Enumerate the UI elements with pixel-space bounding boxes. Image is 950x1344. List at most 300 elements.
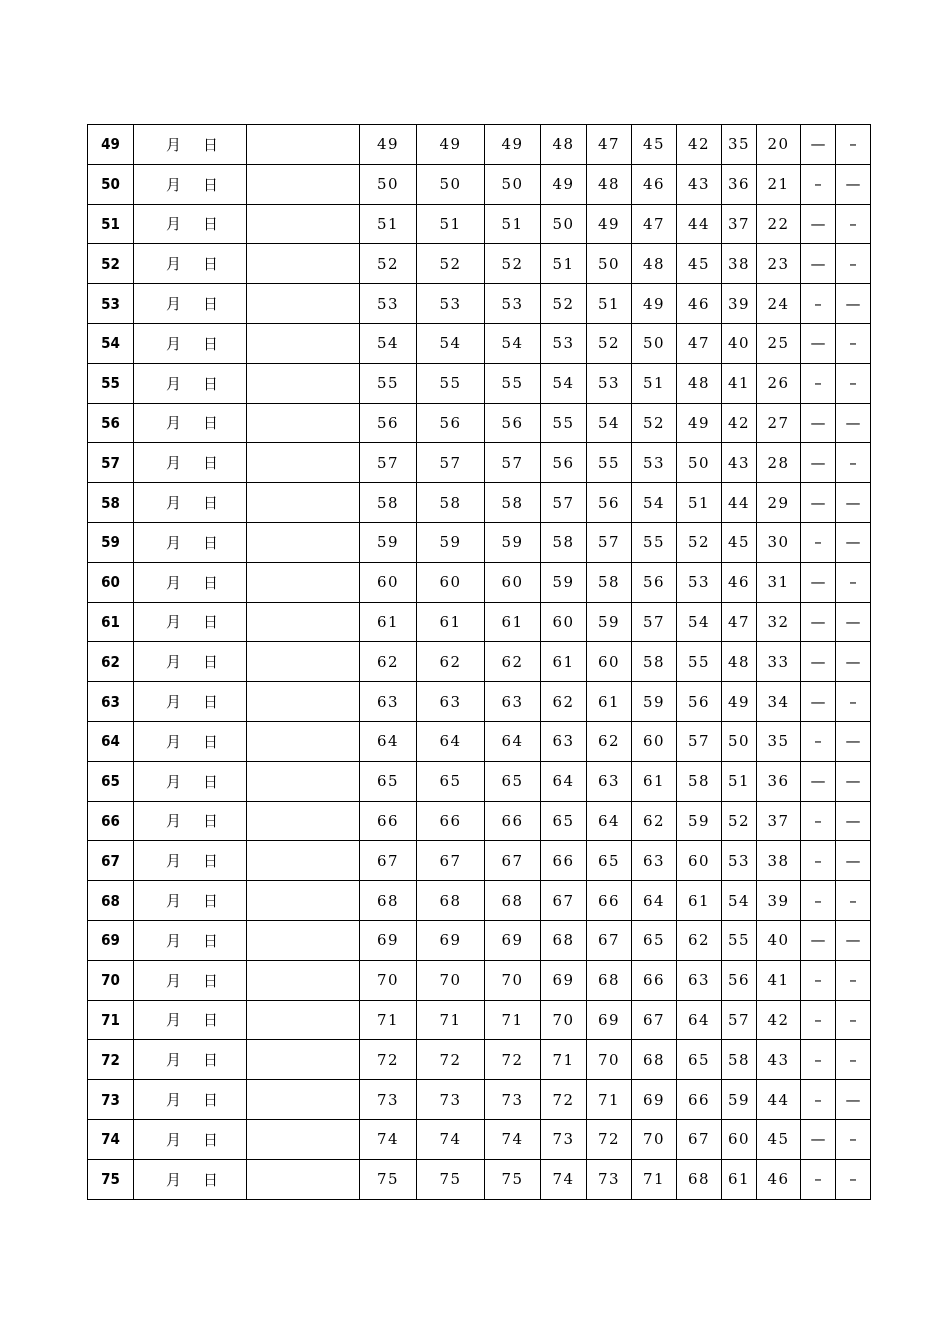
dash-cell: – (801, 164, 836, 204)
value-cell: 51 (417, 204, 485, 244)
table-row (88, 721, 871, 761)
date-cell (134, 204, 247, 244)
value-cell: 35 (722, 125, 757, 165)
value-cell: 39 (757, 881, 801, 921)
dash-cell: — (801, 443, 836, 483)
dash-cell: — (836, 721, 871, 761)
month-label: 月 (166, 772, 182, 791)
month-label: 月 (166, 1011, 182, 1030)
value-cell: 54 (417, 323, 485, 363)
value-cell: 67 (360, 841, 417, 881)
value-cell: 58 (677, 761, 722, 801)
value-cell: 42 (757, 1000, 801, 1040)
value-cell: 49 (541, 164, 587, 204)
month-label: 月 (166, 414, 182, 433)
value-cell: 58 (722, 1040, 757, 1080)
value-cell: 67 (485, 841, 541, 881)
date-cell (134, 403, 247, 443)
value-cell: 36 (722, 164, 757, 204)
value-cell: 54 (722, 881, 757, 921)
value-cell: 51 (722, 761, 757, 801)
value-cell: 58 (485, 483, 541, 523)
value-cell: 49 (587, 204, 632, 244)
date-cell (134, 1040, 247, 1080)
row-number-cell: 52 (88, 244, 134, 284)
blank-cell (247, 443, 360, 483)
value-cell: 50 (417, 164, 485, 204)
month-label: 月 (166, 1170, 182, 1189)
date-cell (134, 682, 247, 722)
value-cell: 53 (485, 284, 541, 324)
value-cell: 32 (757, 602, 801, 642)
month-label: 月 (166, 613, 182, 632)
value-cell: 40 (757, 920, 801, 960)
month-label: 月 (166, 334, 182, 353)
value-cell: 59 (677, 801, 722, 841)
date-cell (134, 721, 247, 761)
month-label: 月 (166, 374, 182, 393)
dash-cell: – (836, 125, 871, 165)
blank-cell (247, 1119, 360, 1159)
value-cell: 69 (541, 960, 587, 1000)
day-label: 日 (202, 215, 218, 234)
value-cell: 59 (360, 522, 417, 562)
date-cell (134, 801, 247, 841)
value-cell: 46 (632, 164, 677, 204)
month-label: 月 (166, 175, 182, 194)
value-cell: 43 (757, 1040, 801, 1080)
date-cell (134, 164, 247, 204)
value-cell: 70 (360, 960, 417, 1000)
value-cell: 43 (677, 164, 722, 204)
value-cell: 71 (632, 1159, 677, 1199)
value-cell: 47 (587, 125, 632, 165)
value-cell: 53 (541, 323, 587, 363)
value-cell: 74 (417, 1119, 485, 1159)
dash-cell: — (836, 761, 871, 801)
dash-cell: — (801, 642, 836, 682)
value-cell: 61 (677, 881, 722, 921)
table-row (88, 483, 871, 523)
value-cell: 28 (757, 443, 801, 483)
dash-cell: – (836, 960, 871, 1000)
value-cell: 52 (417, 244, 485, 284)
value-cell: 42 (722, 403, 757, 443)
value-cell: 60 (541, 602, 587, 642)
table-row (88, 284, 871, 324)
value-cell: 63 (632, 841, 677, 881)
month-label: 月 (166, 573, 182, 592)
day-label: 日 (202, 295, 218, 314)
dash-cell: — (836, 403, 871, 443)
value-cell: 35 (757, 721, 801, 761)
value-cell: 73 (541, 1119, 587, 1159)
value-cell: 69 (632, 1080, 677, 1120)
value-cell: 50 (360, 164, 417, 204)
row-number-cell: 55 (88, 363, 134, 403)
month-label: 月 (166, 494, 182, 513)
value-cell: 51 (632, 363, 677, 403)
value-cell: 59 (485, 522, 541, 562)
dash-cell: — (836, 841, 871, 881)
table-row (88, 761, 871, 801)
value-cell: 59 (587, 602, 632, 642)
day-label: 日 (202, 852, 218, 871)
value-cell: 74 (485, 1119, 541, 1159)
value-cell: 51 (677, 483, 722, 523)
dash-cell: – (836, 443, 871, 483)
blank-cell (247, 801, 360, 841)
value-cell: 71 (587, 1080, 632, 1120)
value-cell: 68 (360, 881, 417, 921)
day-label: 日 (202, 1130, 218, 1149)
dash-cell: — (801, 323, 836, 363)
table-row (88, 1040, 871, 1080)
blank-cell (247, 721, 360, 761)
month-label: 月 (166, 454, 182, 473)
value-cell: 45 (757, 1119, 801, 1159)
value-cell: 66 (632, 960, 677, 1000)
value-cell: 60 (677, 841, 722, 881)
date-cell (134, 642, 247, 682)
month-label: 月 (166, 653, 182, 672)
dash-cell: – (801, 881, 836, 921)
value-cell: 60 (587, 642, 632, 682)
value-cell: 51 (485, 204, 541, 244)
month-label: 月 (166, 693, 182, 712)
value-cell: 53 (360, 284, 417, 324)
date-cell (134, 1000, 247, 1040)
value-cell: 30 (757, 522, 801, 562)
value-cell: 62 (417, 642, 485, 682)
value-cell: 74 (541, 1159, 587, 1199)
day-label: 日 (202, 812, 218, 831)
value-cell: 59 (417, 522, 485, 562)
date-cell (134, 761, 247, 801)
value-cell: 49 (632, 284, 677, 324)
value-cell: 58 (417, 483, 485, 523)
month-label: 月 (166, 852, 182, 871)
day-label: 日 (202, 135, 218, 154)
dash-cell: – (801, 1159, 836, 1199)
value-cell: 58 (541, 522, 587, 562)
value-cell: 72 (485, 1040, 541, 1080)
blank-cell (247, 920, 360, 960)
month-label: 月 (166, 892, 182, 911)
row-number-cell: 61 (88, 602, 134, 642)
value-cell: 49 (722, 682, 757, 722)
date-cell (134, 841, 247, 881)
value-cell: 51 (587, 284, 632, 324)
dash-cell: – (801, 960, 836, 1000)
value-cell: 57 (722, 1000, 757, 1040)
dash-cell: – (836, 1040, 871, 1080)
dash-cell: — (836, 920, 871, 960)
value-cell: 67 (587, 920, 632, 960)
value-cell: 68 (541, 920, 587, 960)
month-label: 月 (166, 295, 182, 314)
table-row (88, 164, 871, 204)
row-number-cell: 63 (88, 682, 134, 722)
row-number-cell: 71 (88, 1000, 134, 1040)
value-cell: 60 (632, 721, 677, 761)
day-label: 日 (202, 1051, 218, 1070)
value-cell: 54 (632, 483, 677, 523)
month-label: 月 (166, 533, 182, 552)
value-cell: 61 (722, 1159, 757, 1199)
value-cell: 50 (587, 244, 632, 284)
row-number-cell: 65 (88, 761, 134, 801)
value-cell: 56 (417, 403, 485, 443)
value-cell: 31 (757, 562, 801, 602)
value-cell: 49 (677, 403, 722, 443)
table-row (88, 323, 871, 363)
blank-cell (247, 522, 360, 562)
day-label: 日 (202, 1091, 218, 1110)
value-cell: 36 (757, 761, 801, 801)
dash-cell: – (836, 562, 871, 602)
value-cell: 74 (360, 1119, 417, 1159)
table-row (88, 363, 871, 403)
value-cell: 58 (360, 483, 417, 523)
value-cell: 56 (360, 403, 417, 443)
blank-cell (247, 881, 360, 921)
value-cell: 65 (541, 801, 587, 841)
dash-cell: – (801, 363, 836, 403)
blank-cell (247, 164, 360, 204)
dash-cell: – (836, 244, 871, 284)
value-cell: 75 (417, 1159, 485, 1199)
row-number-cell: 50 (88, 164, 134, 204)
blank-cell (247, 960, 360, 1000)
row-number-cell: 53 (88, 284, 134, 324)
row-number-cell: 56 (88, 403, 134, 443)
value-cell: 52 (485, 244, 541, 284)
value-cell: 68 (587, 960, 632, 1000)
day-label: 日 (202, 892, 218, 911)
day-label: 日 (202, 175, 218, 194)
value-cell: 59 (541, 562, 587, 602)
value-cell: 53 (417, 284, 485, 324)
value-cell: 68 (632, 1040, 677, 1080)
value-cell: 66 (541, 841, 587, 881)
value-cell: 24 (757, 284, 801, 324)
value-cell: 73 (360, 1080, 417, 1120)
dash-cell: – (836, 1000, 871, 1040)
month-label: 月 (166, 732, 182, 751)
value-cell: 75 (485, 1159, 541, 1199)
month-label: 月 (166, 931, 182, 950)
value-cell: 65 (587, 841, 632, 881)
dash-cell: — (801, 562, 836, 602)
value-cell: 42 (677, 125, 722, 165)
month-label: 月 (166, 1130, 182, 1149)
value-cell: 60 (485, 562, 541, 602)
value-cell: 57 (632, 602, 677, 642)
date-cell (134, 244, 247, 284)
value-cell: 46 (677, 284, 722, 324)
table-row (88, 204, 871, 244)
day-label: 日 (202, 334, 218, 353)
dash-cell: – (836, 1159, 871, 1199)
dash-cell: — (836, 602, 871, 642)
date-cell (134, 1159, 247, 1199)
date-cell (134, 284, 247, 324)
value-cell: 66 (587, 881, 632, 921)
value-cell: 47 (632, 204, 677, 244)
value-cell: 66 (417, 801, 485, 841)
value-cell: 34 (757, 682, 801, 722)
blank-cell (247, 403, 360, 443)
value-cell: 75 (360, 1159, 417, 1199)
value-cell: 54 (587, 403, 632, 443)
value-cell: 21 (757, 164, 801, 204)
table-row (88, 522, 871, 562)
table-row (88, 1000, 871, 1040)
date-cell (134, 323, 247, 363)
value-cell: 64 (360, 721, 417, 761)
value-cell: 48 (587, 164, 632, 204)
table-row (88, 244, 871, 284)
day-label: 日 (202, 533, 218, 552)
table-row (88, 1080, 871, 1120)
value-cell: 50 (541, 204, 587, 244)
value-cell: 52 (587, 323, 632, 363)
value-cell: 62 (632, 801, 677, 841)
value-cell: 44 (757, 1080, 801, 1120)
value-cell: 37 (722, 204, 757, 244)
blank-cell (247, 284, 360, 324)
value-cell: 57 (587, 522, 632, 562)
row-number-cell: 72 (88, 1040, 134, 1080)
day-label: 日 (202, 931, 218, 950)
value-cell: 64 (677, 1000, 722, 1040)
value-cell: 67 (677, 1119, 722, 1159)
row-number-cell: 62 (88, 642, 134, 682)
dash-cell: – (801, 801, 836, 841)
date-cell (134, 522, 247, 562)
blank-cell (247, 602, 360, 642)
value-cell: 60 (722, 1119, 757, 1159)
value-cell: 45 (722, 522, 757, 562)
value-cell: 56 (587, 483, 632, 523)
blank-cell (247, 761, 360, 801)
day-label: 日 (202, 693, 218, 712)
table-row (88, 682, 871, 722)
value-cell: 70 (541, 1000, 587, 1040)
value-cell: 54 (485, 323, 541, 363)
value-cell: 61 (541, 642, 587, 682)
value-cell: 29 (757, 483, 801, 523)
table-row (88, 1119, 871, 1159)
value-cell: 52 (541, 284, 587, 324)
blank-cell (247, 841, 360, 881)
blank-cell (247, 244, 360, 284)
value-cell: 65 (360, 761, 417, 801)
value-cell: 63 (485, 682, 541, 722)
dash-cell: — (836, 522, 871, 562)
value-cell: 64 (417, 721, 485, 761)
day-label: 日 (202, 454, 218, 473)
month-label: 月 (166, 135, 182, 154)
value-cell: 54 (541, 363, 587, 403)
value-cell: 64 (587, 801, 632, 841)
table-row (88, 443, 871, 483)
row-number-cell: 51 (88, 204, 134, 244)
value-cell: 47 (677, 323, 722, 363)
value-cell: 61 (360, 602, 417, 642)
value-cell: 53 (677, 562, 722, 602)
row-number-cell: 70 (88, 960, 134, 1000)
blank-cell (247, 323, 360, 363)
value-cell: 55 (417, 363, 485, 403)
date-cell (134, 363, 247, 403)
value-cell: 53 (587, 363, 632, 403)
value-cell: 39 (722, 284, 757, 324)
value-cell: 68 (417, 881, 485, 921)
day-label: 日 (202, 971, 218, 990)
value-cell: 53 (722, 841, 757, 881)
value-cell: 65 (632, 920, 677, 960)
dash-cell: — (836, 1080, 871, 1120)
date-cell (134, 960, 247, 1000)
date-cell (134, 881, 247, 921)
dash-cell: — (801, 483, 836, 523)
value-cell: 62 (587, 721, 632, 761)
day-label: 日 (202, 613, 218, 632)
blank-cell (247, 682, 360, 722)
day-label: 日 (202, 1170, 218, 1189)
value-cell: 71 (360, 1000, 417, 1040)
blank-cell (247, 483, 360, 523)
row-number-cell: 60 (88, 562, 134, 602)
blank-cell (247, 642, 360, 682)
date-cell (134, 483, 247, 523)
value-cell: 54 (677, 602, 722, 642)
table-row (88, 1159, 871, 1199)
dash-cell: — (836, 801, 871, 841)
value-cell: 51 (360, 204, 417, 244)
value-cell: 58 (587, 562, 632, 602)
row-number-cell: 64 (88, 721, 134, 761)
value-cell: 55 (632, 522, 677, 562)
value-cell: 63 (677, 960, 722, 1000)
value-cell: 55 (485, 363, 541, 403)
blank-cell (247, 1000, 360, 1040)
table-row (88, 403, 871, 443)
dash-cell: — (836, 642, 871, 682)
value-cell: 48 (632, 244, 677, 284)
day-label: 日 (202, 494, 218, 513)
row-number-cell: 54 (88, 323, 134, 363)
row-number-cell: 74 (88, 1119, 134, 1159)
dash-cell: — (801, 125, 836, 165)
dash-cell: – (836, 682, 871, 722)
value-cell: 43 (722, 443, 757, 483)
value-cell: 56 (632, 562, 677, 602)
value-cell: 49 (417, 125, 485, 165)
value-cell: 57 (541, 483, 587, 523)
row-number-cell: 57 (88, 443, 134, 483)
value-cell: 51 (541, 244, 587, 284)
dash-cell: – (801, 841, 836, 881)
row-number-cell: 67 (88, 841, 134, 881)
value-cell: 54 (360, 323, 417, 363)
row-number-cell: 59 (88, 522, 134, 562)
value-cell: 48 (722, 642, 757, 682)
dash-cell: – (801, 522, 836, 562)
date-cell (134, 920, 247, 960)
